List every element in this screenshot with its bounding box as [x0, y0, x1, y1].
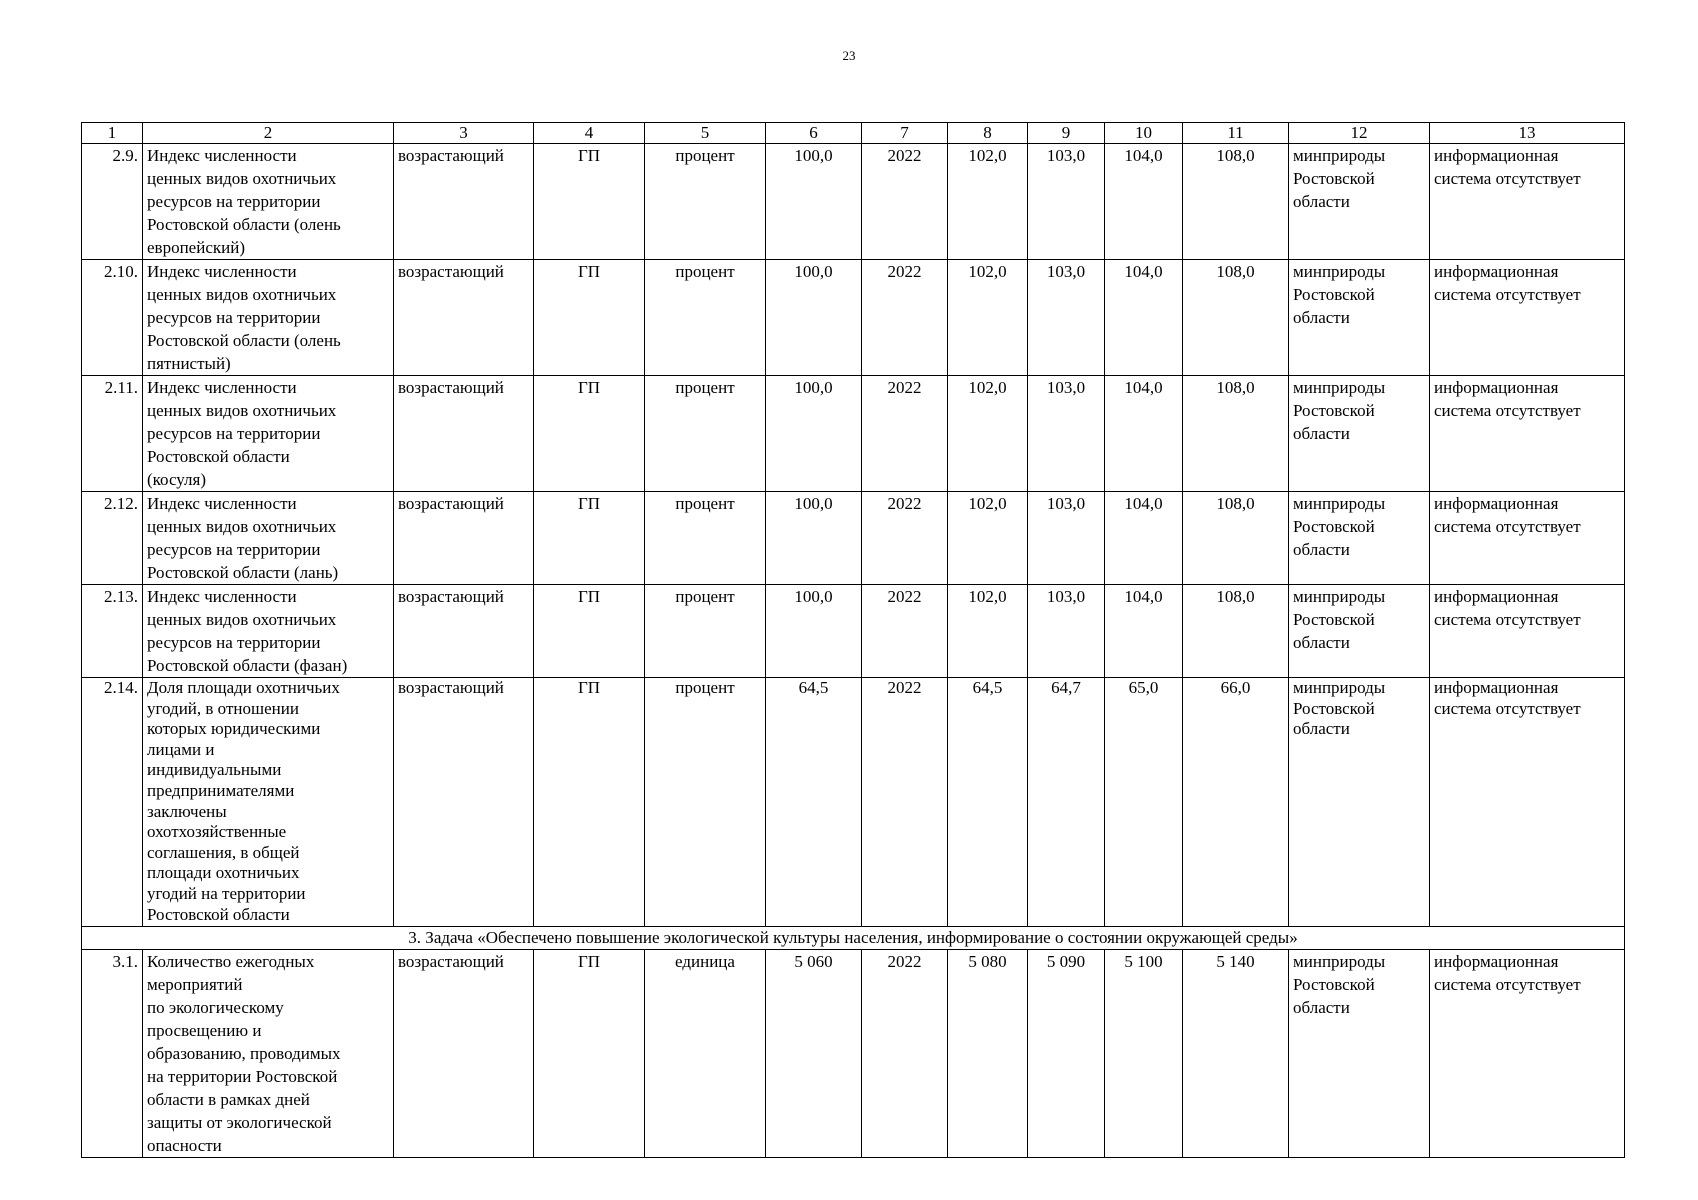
row-number: 2.14. [82, 678, 143, 927]
info-system: информационная система отсутствует [1430, 678, 1625, 927]
row-number: 3.1. [82, 950, 143, 1158]
base-value: 100,0 [766, 260, 862, 376]
value-col9: 103,0 [1028, 260, 1105, 376]
indicator-name: Индекс численности ценных видов охотничьих ресурсов на территории Ростовской области (косуля) [143, 376, 394, 492]
indicator-name: Индекс численности ценных видов охотничьих ресурсов на территории Ростовской области (олень пятнистый) [143, 260, 394, 376]
table-row [82, 144, 1625, 260]
base-value: 100,0 [766, 144, 862, 260]
base-year: 2022 [862, 260, 948, 376]
table-row [82, 260, 1625, 376]
value-col11: 108,0 [1183, 144, 1289, 260]
indicator-unit: процент [645, 678, 766, 927]
table-row [82, 492, 1625, 585]
row-number: 2.11. [82, 376, 143, 492]
table-row [82, 376, 1625, 492]
indicator-unit: процент [645, 376, 766, 492]
header-cell: 11 [1183, 123, 1289, 144]
base-year: 2022 [862, 678, 948, 927]
indicator-name: Индекс численности ценных видов охотничьих ресурсов на территории Ростовской области (олень европейский) [143, 144, 394, 260]
header-cell: 3 [394, 123, 534, 144]
table-row [82, 950, 1625, 1158]
indicator-level: ГП [534, 950, 645, 1158]
value-col8: 5 080 [948, 950, 1028, 1158]
value-col11: 5 140 [1183, 950, 1289, 1158]
header-cell: 9 [1028, 123, 1105, 144]
responsible-body: минприроды Ростовской области [1289, 144, 1430, 260]
table-header-row [82, 123, 1625, 144]
value-col9: 103,0 [1028, 492, 1105, 585]
indicator-name: Индекс численности ценных видов охотничьих ресурсов на территории Ростовской области (лань) [143, 492, 394, 585]
header-cell: 2 [143, 123, 394, 144]
row-number: 2.13. [82, 585, 143, 678]
value-col8: 102,0 [948, 376, 1028, 492]
indicator-direction: возрастающий [394, 260, 534, 376]
indicator-unit: процент [645, 492, 766, 585]
indicator-direction: возрастающий [394, 585, 534, 678]
info-system: информационная система отсутствует [1430, 376, 1625, 492]
info-system: информационная система отсутствует [1430, 144, 1625, 260]
value-col9: 103,0 [1028, 585, 1105, 678]
value-col10: 104,0 [1105, 376, 1183, 492]
base-value: 64,5 [766, 678, 862, 927]
section-heading-row [82, 927, 1625, 950]
indicator-unit: процент [645, 260, 766, 376]
indicators-table [81, 122, 1625, 1158]
value-col11: 108,0 [1183, 585, 1289, 678]
header-cell: 6 [766, 123, 862, 144]
value-col8: 102,0 [948, 585, 1028, 678]
table-row [82, 585, 1625, 678]
indicator-direction: возрастающий [394, 950, 534, 1158]
header-cell: 1 [82, 123, 143, 144]
base-value: 5 060 [766, 950, 862, 1158]
base-value: 100,0 [766, 585, 862, 678]
row-number: 2.10. [82, 260, 143, 376]
row-number: 2.9. [82, 144, 143, 260]
info-system: информационная система отсутствует [1430, 492, 1625, 585]
info-system: информационная система отсутствует [1430, 950, 1625, 1158]
base-year: 2022 [862, 492, 948, 585]
base-year: 2022 [862, 950, 948, 1158]
base-value: 100,0 [766, 492, 862, 585]
value-col8: 102,0 [948, 144, 1028, 260]
header-cell: 8 [948, 123, 1028, 144]
indicator-direction: возрастающий [394, 144, 534, 260]
indicator-level: ГП [534, 585, 645, 678]
indicator-name: Индекс численности ценных видов охотничьих ресурсов на территории Ростовской области (фазан) [143, 585, 394, 678]
indicator-level: ГП [534, 260, 645, 376]
header-cell: 12 [1289, 123, 1430, 144]
responsible-body: минприроды Ростовской области [1289, 950, 1430, 1158]
indicator-direction: возрастающий [394, 678, 534, 927]
value-col11: 108,0 [1183, 492, 1289, 585]
base-year: 2022 [862, 144, 948, 260]
value-col8: 64,5 [948, 678, 1028, 927]
value-col10: 104,0 [1105, 260, 1183, 376]
section-heading: 3. Задача «Обеспечено повышение экологической культуры населения, информирование о состоянии окружающей среды» [82, 927, 1625, 950]
value-col9: 103,0 [1028, 144, 1105, 260]
page-number: 23 [842, 48, 856, 63]
header-cell: 10 [1105, 123, 1183, 144]
info-system: информационная система отсутствует [1430, 585, 1625, 678]
base-year: 2022 [862, 376, 948, 492]
indicator-unit: единица [645, 950, 766, 1158]
indicator-level: ГП [534, 376, 645, 492]
value-col10: 104,0 [1105, 585, 1183, 678]
indicator-level: ГП [534, 144, 645, 260]
value-col11: 108,0 [1183, 376, 1289, 492]
value-col11: 66,0 [1183, 678, 1289, 927]
indicator-level: ГП [534, 492, 645, 585]
value-col10: 5 100 [1105, 950, 1183, 1158]
responsible-body: минприроды Ростовской области [1289, 585, 1430, 678]
base-value: 100,0 [766, 376, 862, 492]
base-year: 2022 [862, 585, 948, 678]
indicator-level: ГП [534, 678, 645, 927]
value-col10: 65,0 [1105, 678, 1183, 927]
header-cell: 13 [1430, 123, 1625, 144]
row-number: 2.12. [82, 492, 143, 585]
indicator-name: Доля площади охотничьих угодий, в отношении которых юридическими лицами и индивидуальными предпринимателями заключены охотхозяйственные соглашения, в общей площади охотничьих угодий на территории Ростовской области [143, 678, 394, 927]
header-cell: 7 [862, 123, 948, 144]
value-col9: 5 090 [1028, 950, 1105, 1158]
header-cell: 4 [534, 123, 645, 144]
responsible-body: минприроды Ростовской области [1289, 376, 1430, 492]
indicator-name: Количество ежегодных мероприятий по экологическому просвещению и образованию, проводимых на территории Ростовской области в рамках дней защиты от экологической опасности [143, 950, 394, 1158]
responsible-body: минприроды Ростовской области [1289, 492, 1430, 585]
value-col10: 104,0 [1105, 492, 1183, 585]
value-col10: 104,0 [1105, 144, 1183, 260]
value-col8: 102,0 [948, 492, 1028, 585]
value-col9: 103,0 [1028, 376, 1105, 492]
indicator-direction: возрастающий [394, 492, 534, 585]
responsible-body: минприроды Ростовской области [1289, 678, 1430, 927]
responsible-body: минприроды Ростовской области [1289, 260, 1430, 376]
info-system: информационная система отсутствует [1430, 260, 1625, 376]
header-cell: 5 [645, 123, 766, 144]
indicator-direction: возрастающий [394, 376, 534, 492]
value-col11: 108,0 [1183, 260, 1289, 376]
value-col8: 102,0 [948, 260, 1028, 376]
indicator-unit: процент [645, 585, 766, 678]
indicator-unit: процент [645, 144, 766, 260]
value-col9: 64,7 [1028, 678, 1105, 927]
table-row [82, 678, 1625, 927]
